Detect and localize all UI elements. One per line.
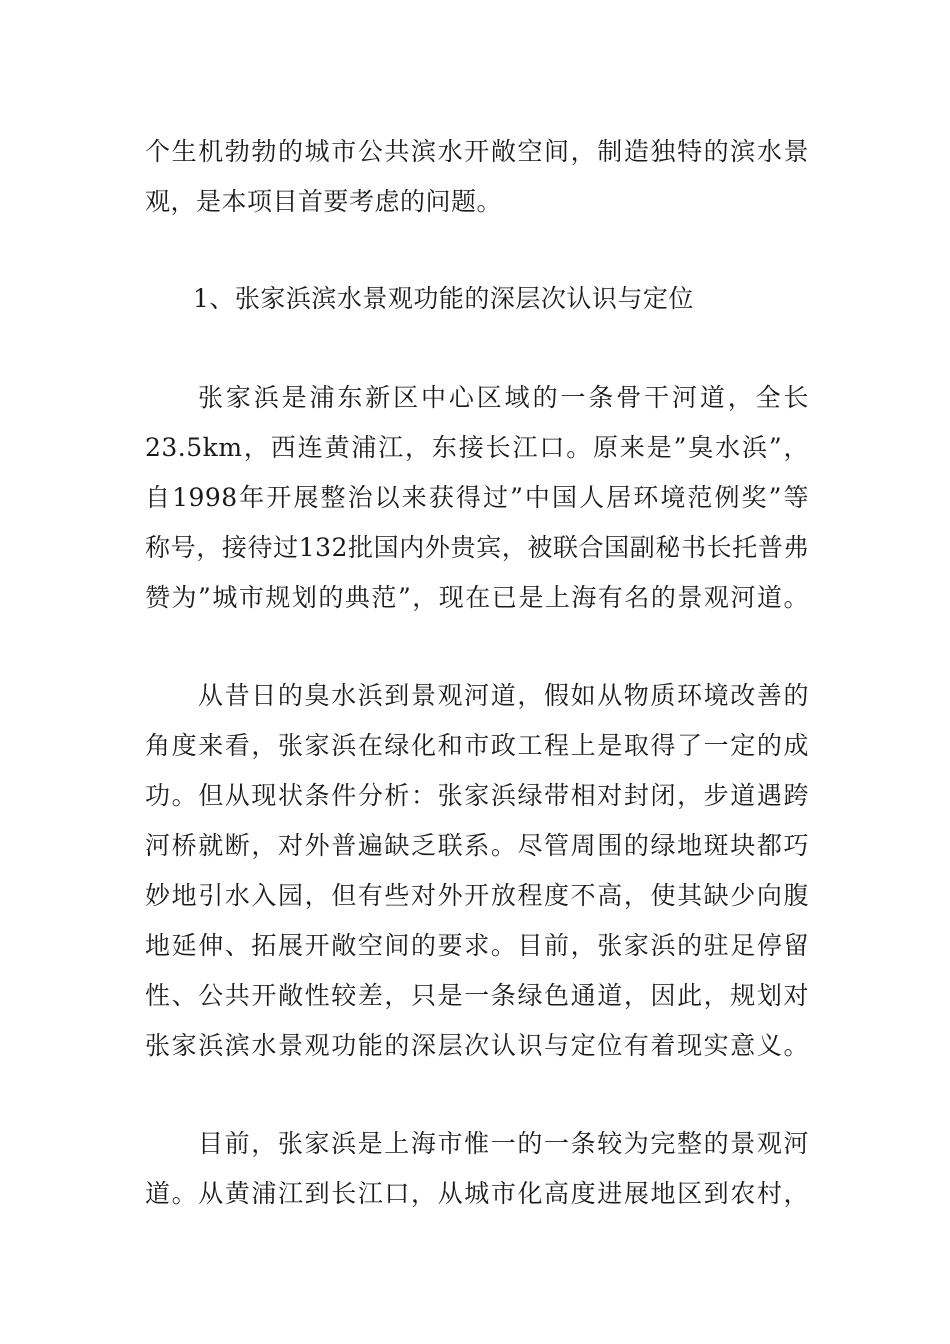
paragraph-2-line-5: 妙地引水入园，但有些对外开放程度不高，使其缺少向腹	[145, 881, 809, 910]
paragraph-2-line-1: 从昔日的臭水浜到景观河道，假如从物质环境改善的	[198, 681, 809, 710]
section-heading: 1、张家浜滨水景观功能的深层次认识与定位	[193, 284, 694, 313]
paragraph-2-line-4: 河桥就断，对外普遍缺乏联系。尽管周围的绿地斑块都巧	[145, 831, 809, 860]
paragraph-2-line-8: 张家浜滨水景观功能的深层次认识与定位有着现实意义。	[145, 1031, 809, 1060]
paragraph-1-line-3: 自1998年开展整治以来获得过”中国人居环境范例奖”等	[145, 483, 809, 512]
intro-line-1: 个生机勃勃的城市公共滨水开敞空间，制造独特的滨水景	[145, 137, 809, 166]
paragraph-1-line-1: 张家浜是浦东新区中心区域的一条骨干河道，全长	[198, 383, 809, 412]
paragraph-3-line-2: 道。从黄浦江到长江口，从城市化高度进展地区到农村，	[145, 1179, 809, 1208]
paragraph-2-line-6: 地延伸、拓展开敞空间的要求。目前，张家浜的驻足停留	[145, 931, 809, 960]
intro-line-2: 观，是本项目首要考虑的问题。	[145, 187, 503, 216]
paragraph-1-line-5: 赞为”城市规划的典范”，现在已是上海有名的景观河道。	[145, 583, 809, 612]
paragraph-2-line-2: 角度来看，张家浜在绿化和市政工程上是取得了一定的成	[145, 731, 809, 760]
paragraph-2-line-3: 功。但从现状条件分析：张家浜绿带相对封闭，步道遇跨	[145, 781, 809, 810]
paragraph-1-line-2: 23.5km，西连黄浦江，东接长江口。原来是”臭水浜”，	[145, 433, 809, 462]
paragraph-3-line-1: 目前，张家浜是上海市惟一的一条较为完整的景观河	[198, 1129, 809, 1158]
paragraph-1-line-4: 称号，接待过132批国内外贵宾，被联合国副秘书长托普弗	[145, 533, 809, 562]
paragraph-2-line-7: 性、公共开敞性较差，只是一条绿色通道，因此，规划对	[145, 981, 809, 1010]
